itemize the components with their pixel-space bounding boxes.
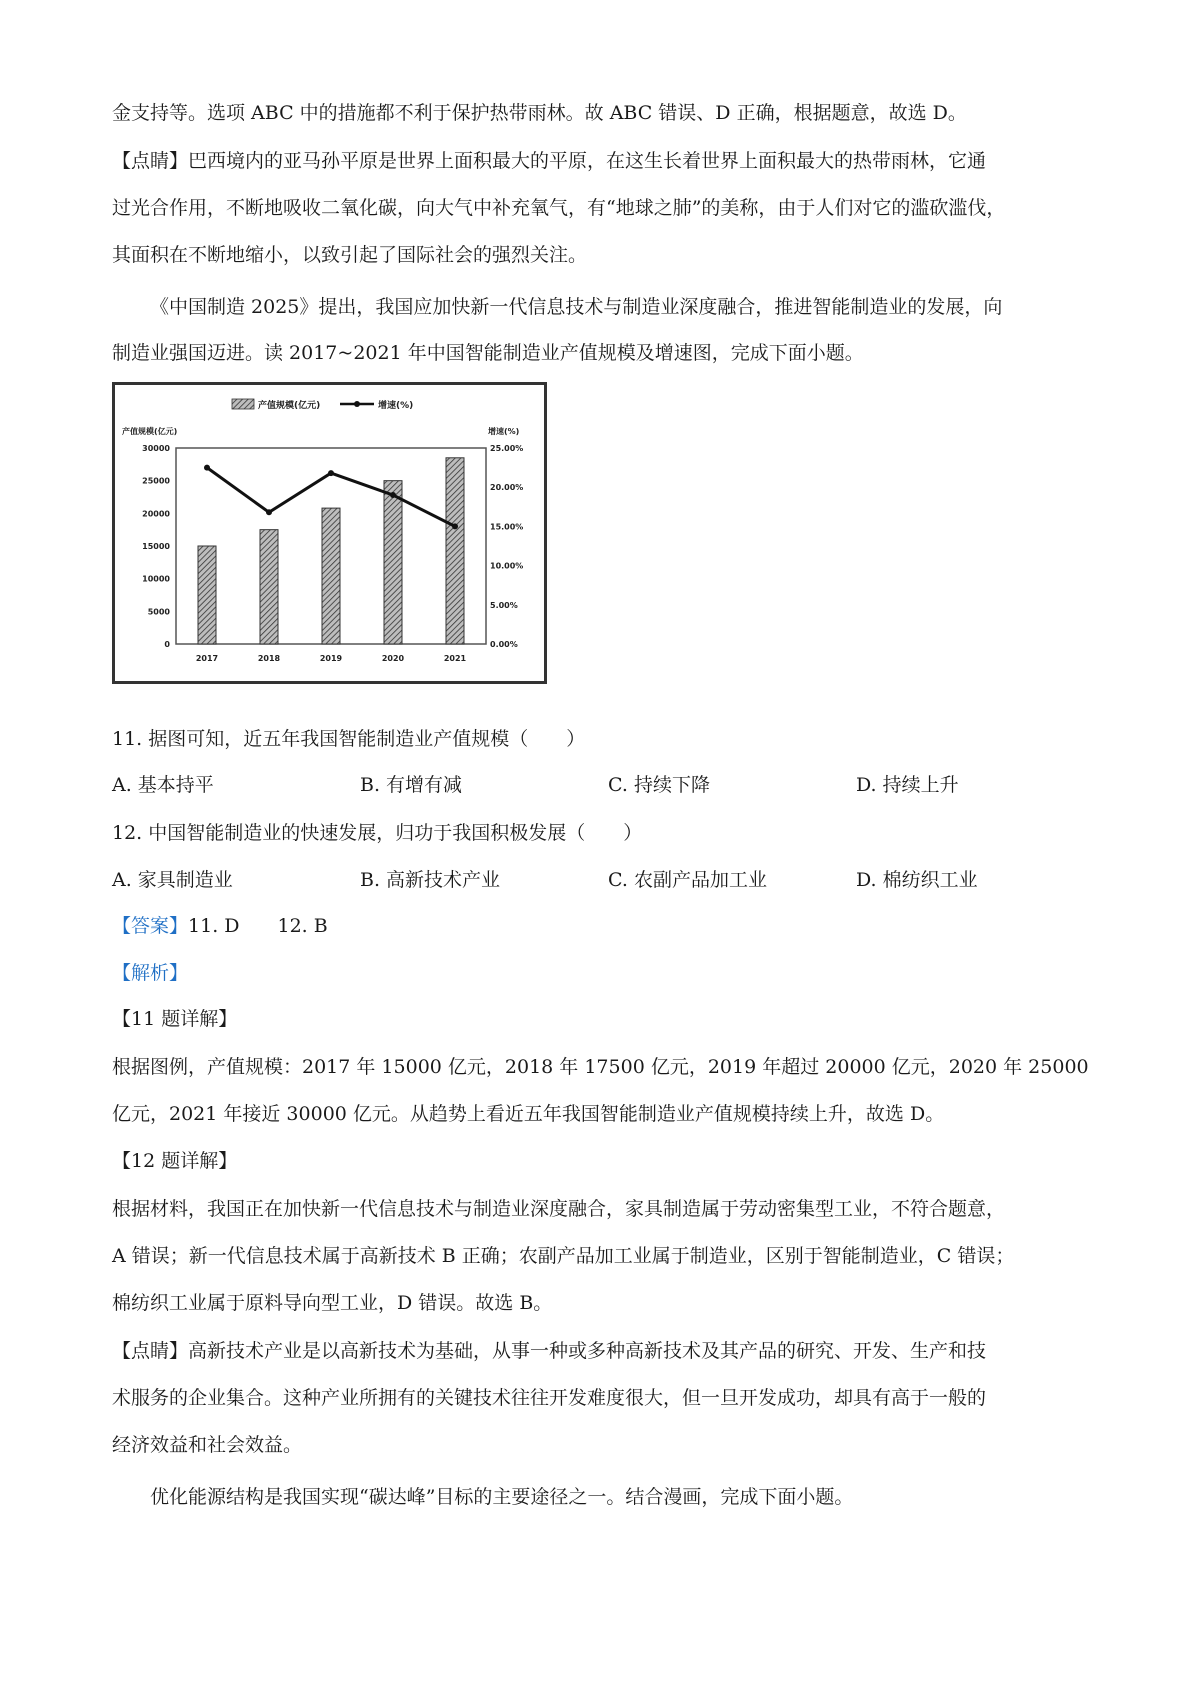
- y-axis-left-title: 产值规模(亿元): [122, 427, 178, 436]
- bar: [198, 546, 216, 644]
- material-intro-line: 制造业强国迈进。读 2017~2021 年中国智能制造业产值规模及增速图，完成下面小题。: [112, 342, 864, 364]
- bar: [322, 508, 340, 644]
- y-axis-right-title: 增速(%): [488, 427, 520, 436]
- y-left-tick-label: 15000: [142, 542, 170, 551]
- growth-rate-point: [390, 492, 396, 498]
- q11-option-c: C. 持续下降: [608, 774, 710, 796]
- detail-12-title: 【12 题详解】: [112, 1150, 238, 1172]
- q12-option-a: A. 家具制造业: [112, 869, 233, 891]
- note-line: 【点睛】巴西境内的亚马孙平原是世界上面积最大的平原，在这生长着世界上面积最大的热带雨林，它通: [112, 150, 987, 172]
- note-line: 其面积在不断地缩小，以致引起了国际社会的强烈关注。: [112, 244, 588, 266]
- y-left-tick-label: 25000: [142, 476, 170, 486]
- y-right-tick-label: 10.00%: [490, 561, 524, 571]
- q11-option-d: D. 持续上升: [856, 774, 959, 796]
- note-line: 过光合作用，不断地吸收二氧化碳，向大气中补充氧气，有“地球之肺”的美称，由于人们对它的滥砍滥伐，: [112, 197, 1006, 219]
- growth-rate-point: [452, 523, 458, 529]
- detail-12-line: A 错误；新一代信息技术属于高新技术 B 正确；农副产品加工业属于制造业，区别于智能制造业，C 错误；: [112, 1245, 1015, 1267]
- y-left-tick-label: 20000: [142, 509, 170, 519]
- y-right-tick-label: 25.00%: [490, 444, 524, 453]
- answer-text: 11. D 12. B: [188, 915, 328, 937]
- q12-option-b: B. 高新技术产业: [360, 869, 501, 891]
- legend-line-marker: [354, 401, 360, 407]
- x-tick-label: 2020: [381, 654, 405, 663]
- question-12-stem: 12. 中国智能制造业的快速发展，归功于我国积极发展（ ）: [112, 822, 643, 844]
- q12-option-c: C. 农副产品加工业: [608, 869, 767, 891]
- x-tick-label: 2019: [319, 654, 343, 663]
- y-right-tick-label: 20.00%: [490, 483, 524, 493]
- production-value-chart: [112, 382, 547, 684]
- x-tick-label: 2017: [195, 654, 219, 663]
- y-left-tick-label: 5000: [147, 607, 170, 617]
- question-11-stem: 11. 据图可知，近五年我国智能制造业产值规模（ ）: [112, 728, 586, 750]
- legend-line-label: 增速(%): [378, 401, 414, 411]
- note-12-line: 【点睛】高新技术产业是以高新技术为基础，从事一种或多种高新技术及其产品的研究、开发、生产和技: [112, 1340, 987, 1362]
- growth-rate-point: [266, 509, 272, 515]
- bar: [260, 530, 278, 644]
- note-12-line: 经济效益和社会效益。: [112, 1434, 303, 1456]
- answer-line: [112, 913, 1102, 939]
- q11-option-b: B. 有增有减: [360, 774, 463, 796]
- y-right-tick-label: 5.00%: [490, 600, 518, 610]
- y-left-tick-label: 0: [164, 640, 170, 649]
- paragraph-line: 金支持等。选项 ABC 中的措施都不利于保护热带雨林。故 ABC 错误、D 正确，根据题意，故选 D。: [112, 102, 967, 124]
- y-right-tick-label: 0.00%: [490, 640, 518, 649]
- y-right-tick-label: 15.00%: [490, 522, 524, 532]
- growth-rate-point: [204, 465, 210, 471]
- legend-bar-swatch: [232, 399, 254, 409]
- bar: [446, 458, 464, 644]
- material-intro-line: 《中国制造 2025》提出，我国应加快新一代信息技术与制造业深度融合，推进智能制造业的发展，向: [150, 296, 1003, 318]
- note-12-line: 术服务的企业集合。这种产业所拥有的关键技术往往开发难度很大，但一旦开发成功，却具有高于一般的: [112, 1387, 987, 1409]
- detail-12-line: 根据材料，我国正在加快新一代信息技术与制造业深度融合，家具制造属于劳动密集型工业，不符合题意，: [112, 1198, 1006, 1220]
- growth-rate-point: [328, 470, 334, 476]
- bar: [384, 481, 402, 644]
- q11-option-a: A. 基本持平: [112, 774, 214, 796]
- detail-11-line: 亿元，2021 年接近 30000 亿元。从趋势上看近五年我国智能制造业产值规模持续上升，故选 D。: [112, 1103, 945, 1125]
- answer-label: 【答案】: [112, 915, 189, 937]
- y-left-tick-label: 10000: [142, 574, 170, 584]
- detail-11-title: 【11 题详解】: [112, 1008, 238, 1030]
- q12-option-d: D. 棉纺织工业: [856, 869, 978, 891]
- detail-12-line: 棉纺织工业属于原料导向型工业，D 错误。故选 B。: [112, 1292, 553, 1314]
- x-tick-label: 2018: [257, 654, 281, 663]
- x-tick-label: 2021: [443, 654, 467, 663]
- detail-11-line: 根据图例，产值规模：2017 年 15000 亿元，2018 年 17500 亿元，2019 年超过 20000 亿元，2020 年 25000: [112, 1056, 1089, 1078]
- legend-bar-label: 产值规模(亿元): [258, 401, 321, 411]
- y-left-tick-label: 30000: [142, 444, 170, 453]
- analysis-label: 【解析】: [112, 962, 189, 984]
- next-section-intro: 优化能源结构是我国实现“碳达峰”目标的主要途径之一。结合漫画，完成下面小题。: [150, 1486, 854, 1508]
